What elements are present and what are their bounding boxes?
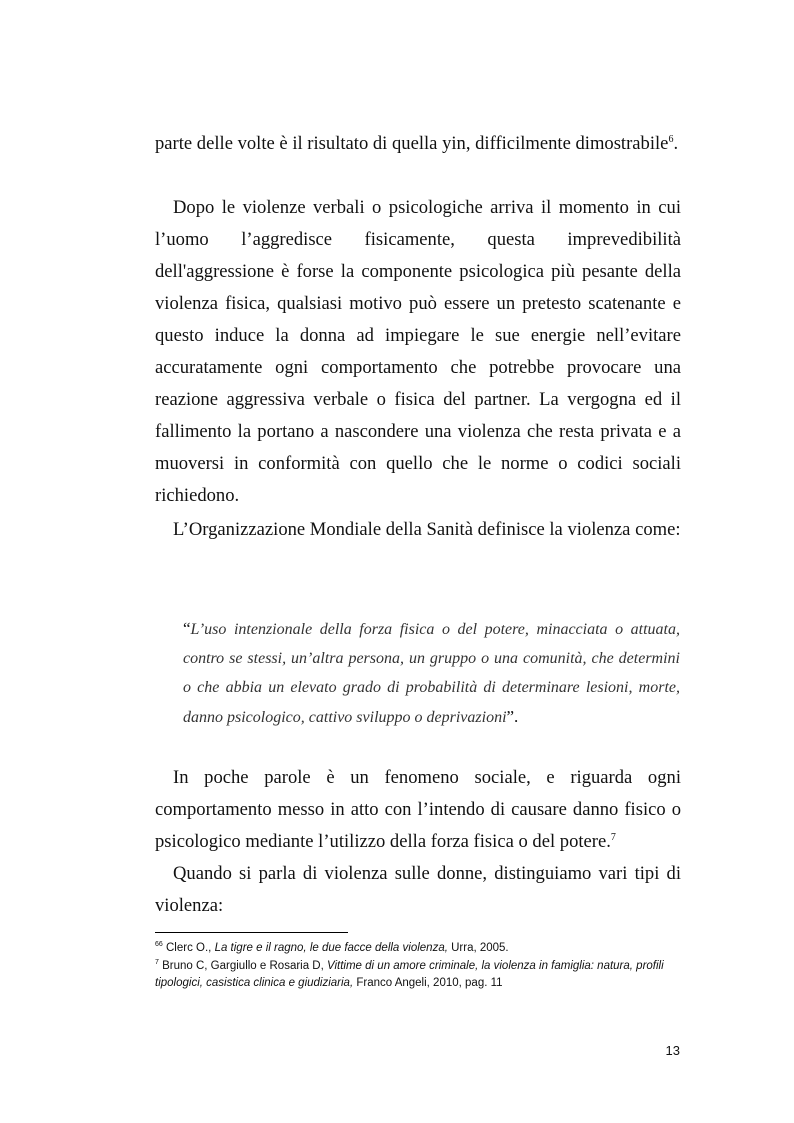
footnote-ref-7[interactable]: 7 (610, 831, 616, 843)
paragraph-social-phenomenon: In poche parole è un fenomeno sociale, e riguarda ogni comportamento messo in atto con l’intendo di causare danno fisico o psicologico mediante l’utilizzo della forza fisica o del potere.$^7$ (155, 767, 681, 852)
paragraph-physical-violence: Dopo le violenze verbali o psicologiche arriva il momento in cui l’uomo l’aggredisce fisicamente, questa imprevedibilità dell'aggressione è forse la componente psicologica più pesante della violenza fisica, qualsiasi motivo può essere un pretesto scatenante e questo induce la donna ad impiegare le sue energie nell’evitare accuratamente ogni comportamento che potrebbe provocare una reazione aggressiva verbale o fisica del partner. La vergogna ed il fallimento la portano a nascondere una violenza che resta privata e a muoversi in conformità con quello che le norme o codici sociali richiedono. (155, 197, 681, 506)
block-quote-who-definition: “L’uso intenzionale della forza fisica o del potere, minacciata o attuata, contro se stessi, un’altra persona, un gruppo o una comunità, che determini o che abbia un elevato grado di probabilità di determinare lesioni, morte, danno psicologico, cattivo sviluppo o deprivazioni”. (183, 619, 680, 726)
footnote-7: $^7$ Bruno C, Gargiullo e Rosaria D, Vittime di un amore criminale, la violenza in famiglia: natura, profili tipologici, casistica clinica e giudiziaria, Franco Angeli, 2010, pag. 11 (155, 958, 664, 989)
footnotes (155, 940, 695, 993)
paragraph-continuation: parte delle volte è il risultato di quella yin, difficilmente dimostrabile$^6$. (155, 133, 679, 154)
page-number: 13 (665, 1043, 680, 1058)
footnote-6: $^{66}$ Clerc O., La tigre e il ragno, le due facce della violenza, Urra, 2005. (155, 941, 509, 954)
footnote-ref-6[interactable]: 6 (668, 133, 674, 145)
footnote-separator (155, 932, 348, 933)
paragraph-who-definition-intro: L’Organizzazione Mondiale della Sanità definisce la violenza come: (173, 519, 681, 540)
paragraph-types-of-violence: Quando si parla di violenza sulle donne, distinguiamo vari tipi di violenza: (155, 863, 681, 916)
